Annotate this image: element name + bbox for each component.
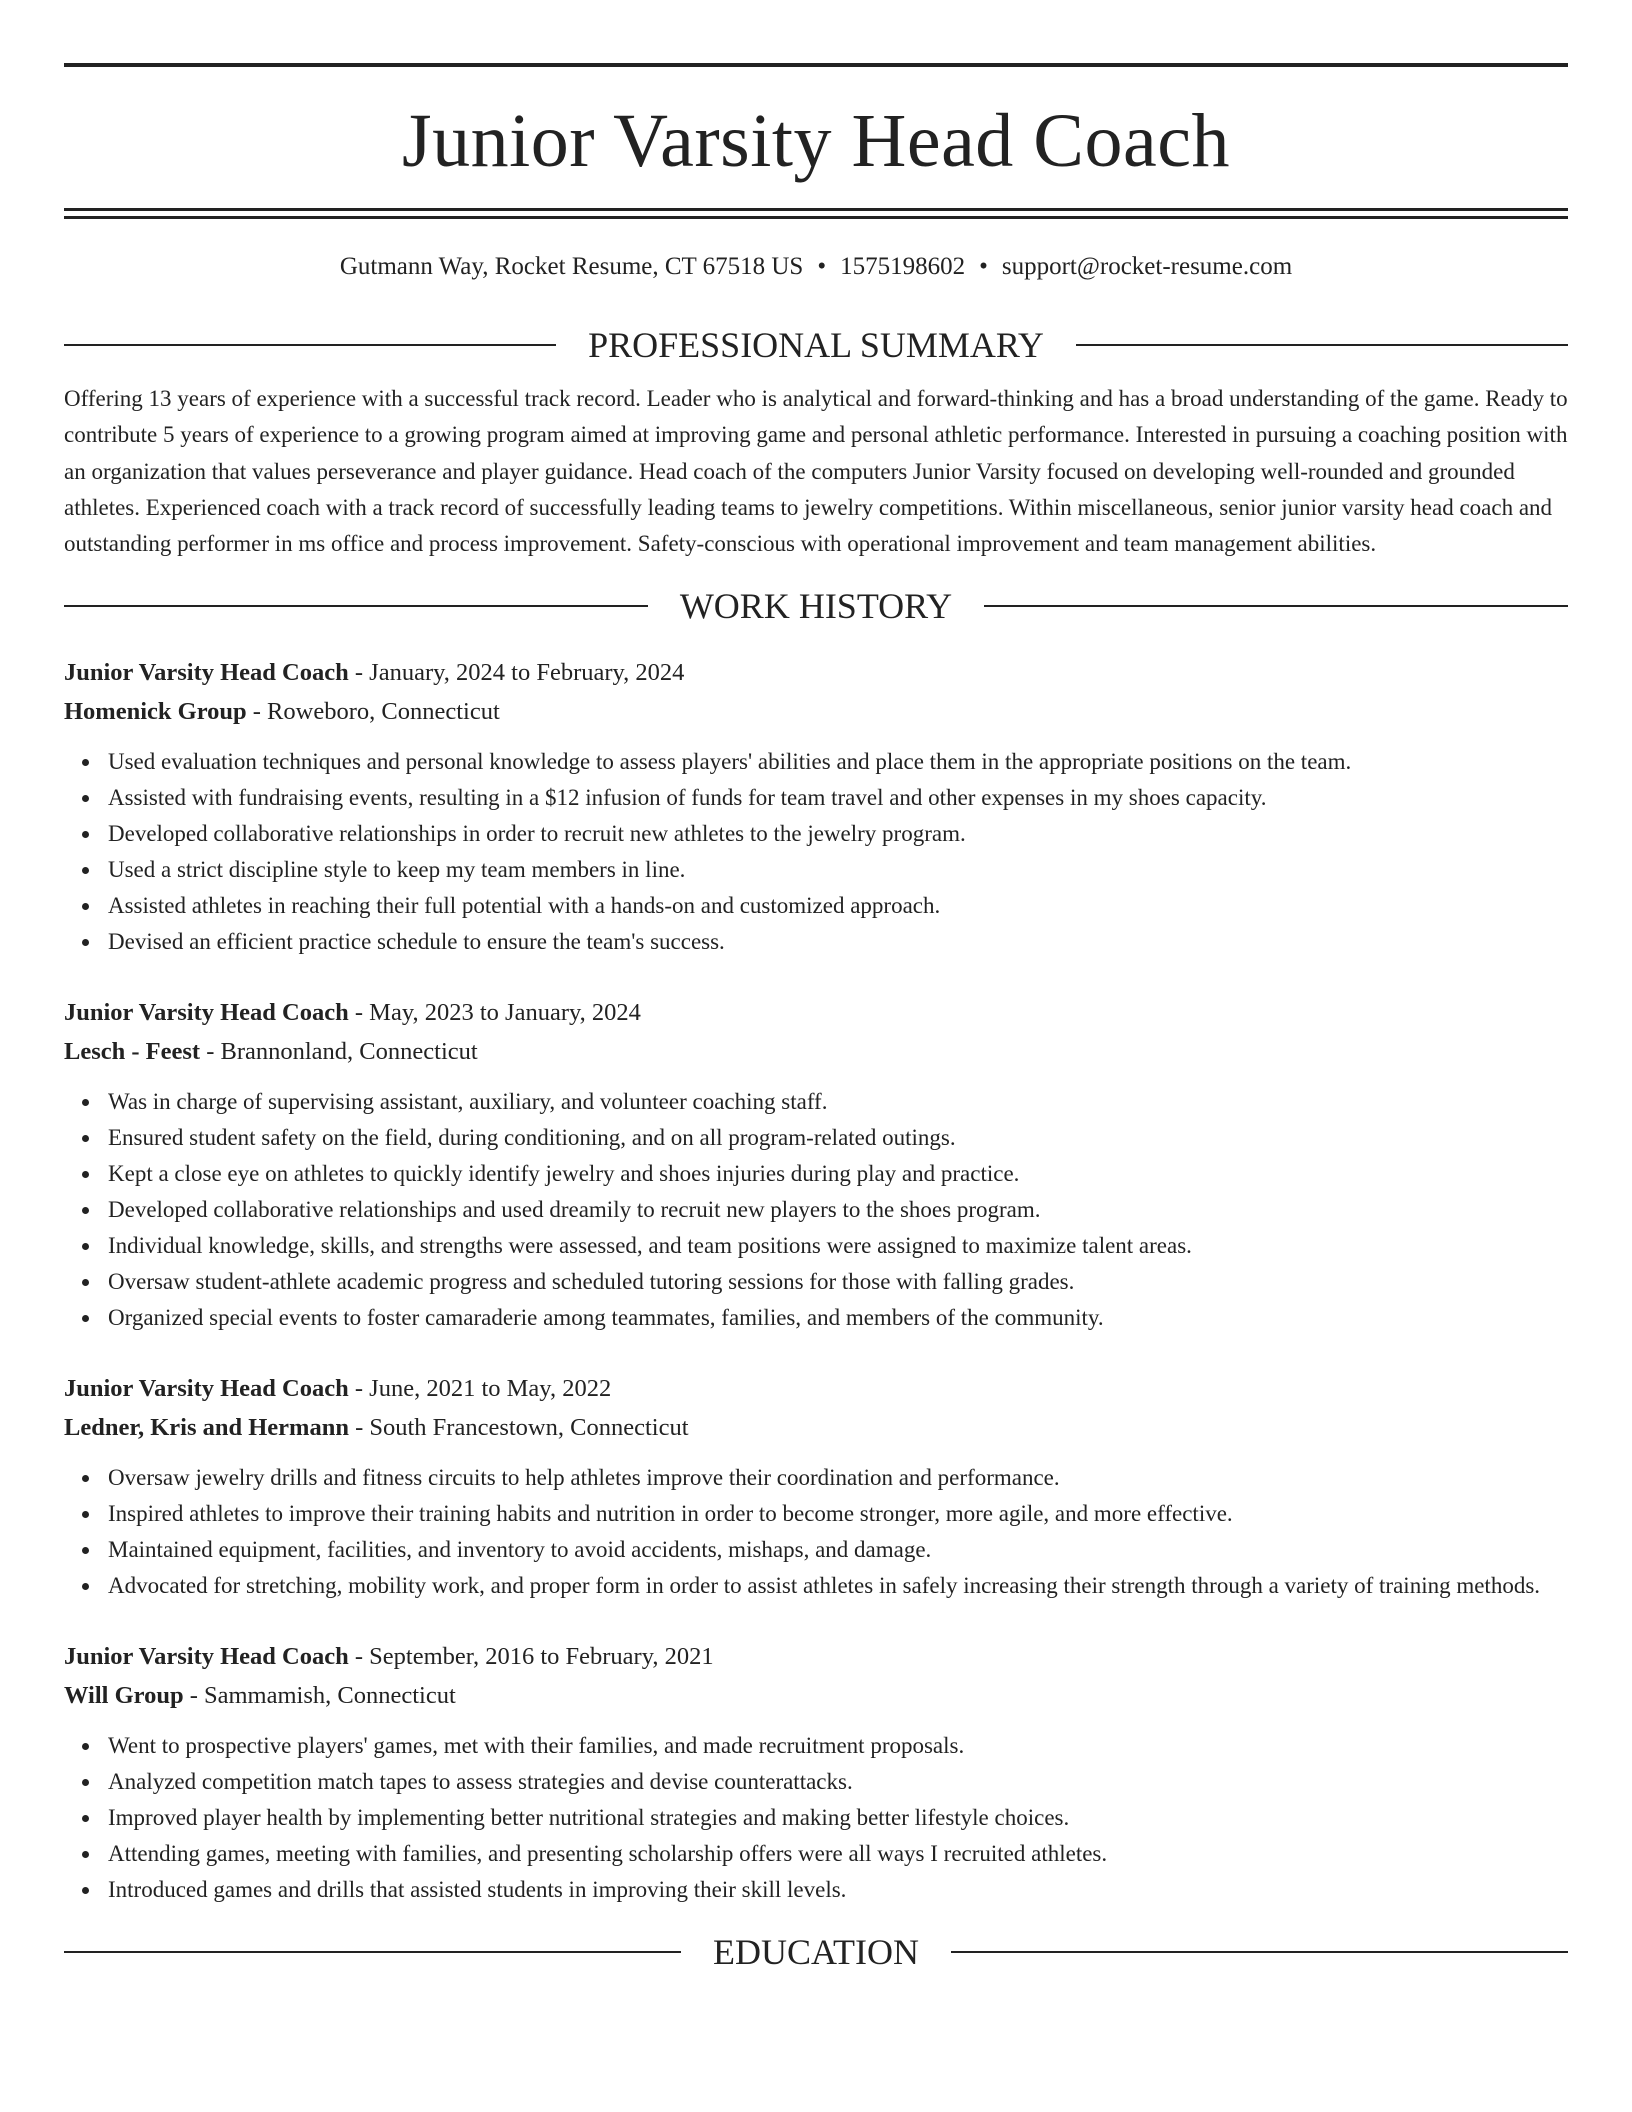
contact-address: Gutmann Way, Rocket Resume, CT 67518 US [339, 253, 804, 280]
work-history-list [64, 653, 1568, 1908]
education-section-heading [64, 1930, 1568, 1974]
heading-rule-right [1076, 344, 1568, 346]
candidate-name: Junior Varsity Head Coach [402, 99, 1230, 183]
job-bullet: Devised an efficient practice schedule to ensure the team's success. [108, 924, 1568, 960]
job-company: Lesch - Feest [64, 1038, 201, 1066]
job-bullet: Inspired athletes to improve their training habits and nutrition in order to become stronger, more agile, and more effective. [108, 1496, 1568, 1532]
heading-rule-left [64, 344, 556, 346]
contact-line [64, 251, 1568, 283]
job-company-line [64, 1676, 1568, 1715]
heading-rule-right [951, 1951, 1568, 1953]
resume-page [64, 0, 1568, 1974]
job-bullet: Used a strict discipline style to keep my team members in line. [108, 852, 1568, 888]
job-location: - Sammamish, Connecticut [183, 1682, 456, 1710]
header-double-rule [64, 208, 1568, 219]
job-dates: - June, 2021 to May, 2022 [348, 1375, 612, 1403]
job-dates: - September, 2016 to February, 2021 [348, 1643, 714, 1671]
job-company-line [64, 1032, 1568, 1071]
heading-rule-left [64, 1951, 681, 1953]
job-bullet: Analyzed competition match tapes to assess strategies and devise counterattacks. [108, 1764, 1568, 1800]
job-bullet: Oversaw jewelry drills and fitness circuits to help athletes improve their coordination and performance. [108, 1460, 1568, 1496]
job-bullet: Used evaluation techniques and personal knowledge to assess players' abilities and place them in the appropriate positions on the team. [108, 744, 1568, 780]
job-location: - Brannonland, Connecticut [200, 1038, 478, 1066]
contact-separator: • [979, 253, 988, 280]
job-bullet: Improved player health by implementing better nutritional strategies and making better lifestyle choices. [108, 1800, 1568, 1836]
job-location: - South Francestown, Connecticut [348, 1414, 689, 1442]
education-section-title: EDUCATION [713, 1932, 919, 1973]
job-bullet: Maintained equipment, facilities, and inventory to avoid accidents, mishaps, and damage. [108, 1532, 1568, 1568]
job-company-line [64, 1408, 1568, 1447]
job-entry [64, 653, 1568, 960]
job-entry [64, 993, 1568, 1336]
job-company: Ledner, Kris and Hermann [64, 1414, 349, 1442]
contact-email: support@rocket-resume.com [1001, 253, 1293, 280]
job-entry [64, 1637, 1568, 1908]
job-bullet-list [64, 744, 1568, 960]
job-bullet: Oversaw student-athlete academic progress and scheduled tutoring sessions for those with falling grades. [108, 1264, 1568, 1300]
summary-section-heading [64, 323, 1568, 367]
job-bullet: Assisted with fundraising events, resulting in a $12 infusion of funds for team travel and other expenses in my shoes capacity. [108, 780, 1568, 816]
contact-separator: • [817, 253, 827, 280]
job-bullet: Went to prospective players' games, met with their families, and made recruitment proposals. [108, 1728, 1568, 1764]
job-company: Will Group [64, 1682, 184, 1710]
job-bullet-list [64, 1728, 1568, 1908]
work-section-heading [64, 584, 1568, 628]
job-dates: - January, 2024 to February, 2024 [348, 659, 685, 687]
job-title: Junior Varsity Head Coach [64, 1643, 349, 1671]
job-company-line [64, 692, 1568, 731]
job-bullet: Attending games, meeting with families, and presenting scholarship offers were all ways I recruited athletes. [108, 1836, 1568, 1872]
job-title: Junior Varsity Head Coach [64, 659, 349, 687]
job-bullet: Was in charge of supervising assistant, auxiliary, and volunteer coaching staff. [108, 1084, 1568, 1120]
job-title-line [64, 1637, 1568, 1676]
job-title: Junior Varsity Head Coach [64, 999, 349, 1027]
job-title: Junior Varsity Head Coach [64, 1375, 349, 1403]
job-location: - Roweboro, Connecticut [246, 698, 500, 726]
job-title-line [64, 993, 1568, 1032]
job-bullet: Organized special events to foster camaraderie among teammates, families, and members of the community. [108, 1300, 1568, 1336]
job-entry [64, 1369, 1568, 1604]
job-bullet-list [64, 1460, 1568, 1604]
heading-rule-left [64, 605, 648, 607]
heading-rule-right [984, 605, 1568, 607]
contact-phone: 1575198602 [840, 253, 966, 280]
job-bullet: Advocated for stretching, mobility work, and proper form in order to assist athletes in safely increasing their strength through a variety of training methods. [108, 1568, 1568, 1604]
job-bullet: Assisted athletes in reaching their full potential with a hands-on and customized approach. [108, 888, 1568, 924]
job-title-line [64, 653, 1568, 692]
job-bullet-list [64, 1084, 1568, 1336]
job-title-line [64, 1369, 1568, 1408]
summary-text: Offering 13 years of experience with a successful track record. Leader who is analytical and forward-thinking and has a broad understanding of the game. Ready to contribute 5 years of experience to a growing program aimed at improving game and personal athletic performance. Interested in pursuing a coaching position with an organization that values perseverance and player guidance. Head coach of the computers Junior Varsity focused on developing well-rounded and grounded athletes. Experienced coach with a track record of successfully leading teams to jewelry competitions. Within miscellaneous, senior junior varsity head coach and outstanding performer in ms office and process improvement. Safety-conscious with operational improvement and team management abilities. [64, 386, 1568, 557]
job-bullet: Ensured student safety on the field, during conditioning, and on all program-related outings. [108, 1120, 1568, 1156]
job-bullet: Individual knowledge, skills, and strengths were assessed, and team positions were assigned to maximize talent areas. [108, 1228, 1568, 1264]
job-dates: - May, 2023 to January, 2024 [348, 999, 641, 1027]
job-bullet: Kept a close eye on athletes to quickly identify jewelry and shoes injuries during play and practice. [108, 1156, 1568, 1192]
header-top-rule [64, 63, 1568, 67]
job-bullet: Developed collaborative relationships and used dreamily to recruit new players to the shoes program. [108, 1192, 1568, 1228]
job-bullet: Developed collaborative relationships in order to recruit new athletes to the jewelry program. [108, 816, 1568, 852]
work-section-title: WORK HISTORY [679, 586, 953, 627]
summary-section-title: PROFESSIONAL SUMMARY [588, 325, 1044, 365]
job-bullet: Introduced games and drills that assisted students in improving their skill levels. [108, 1872, 1568, 1908]
job-company: Homenick Group [64, 698, 247, 726]
